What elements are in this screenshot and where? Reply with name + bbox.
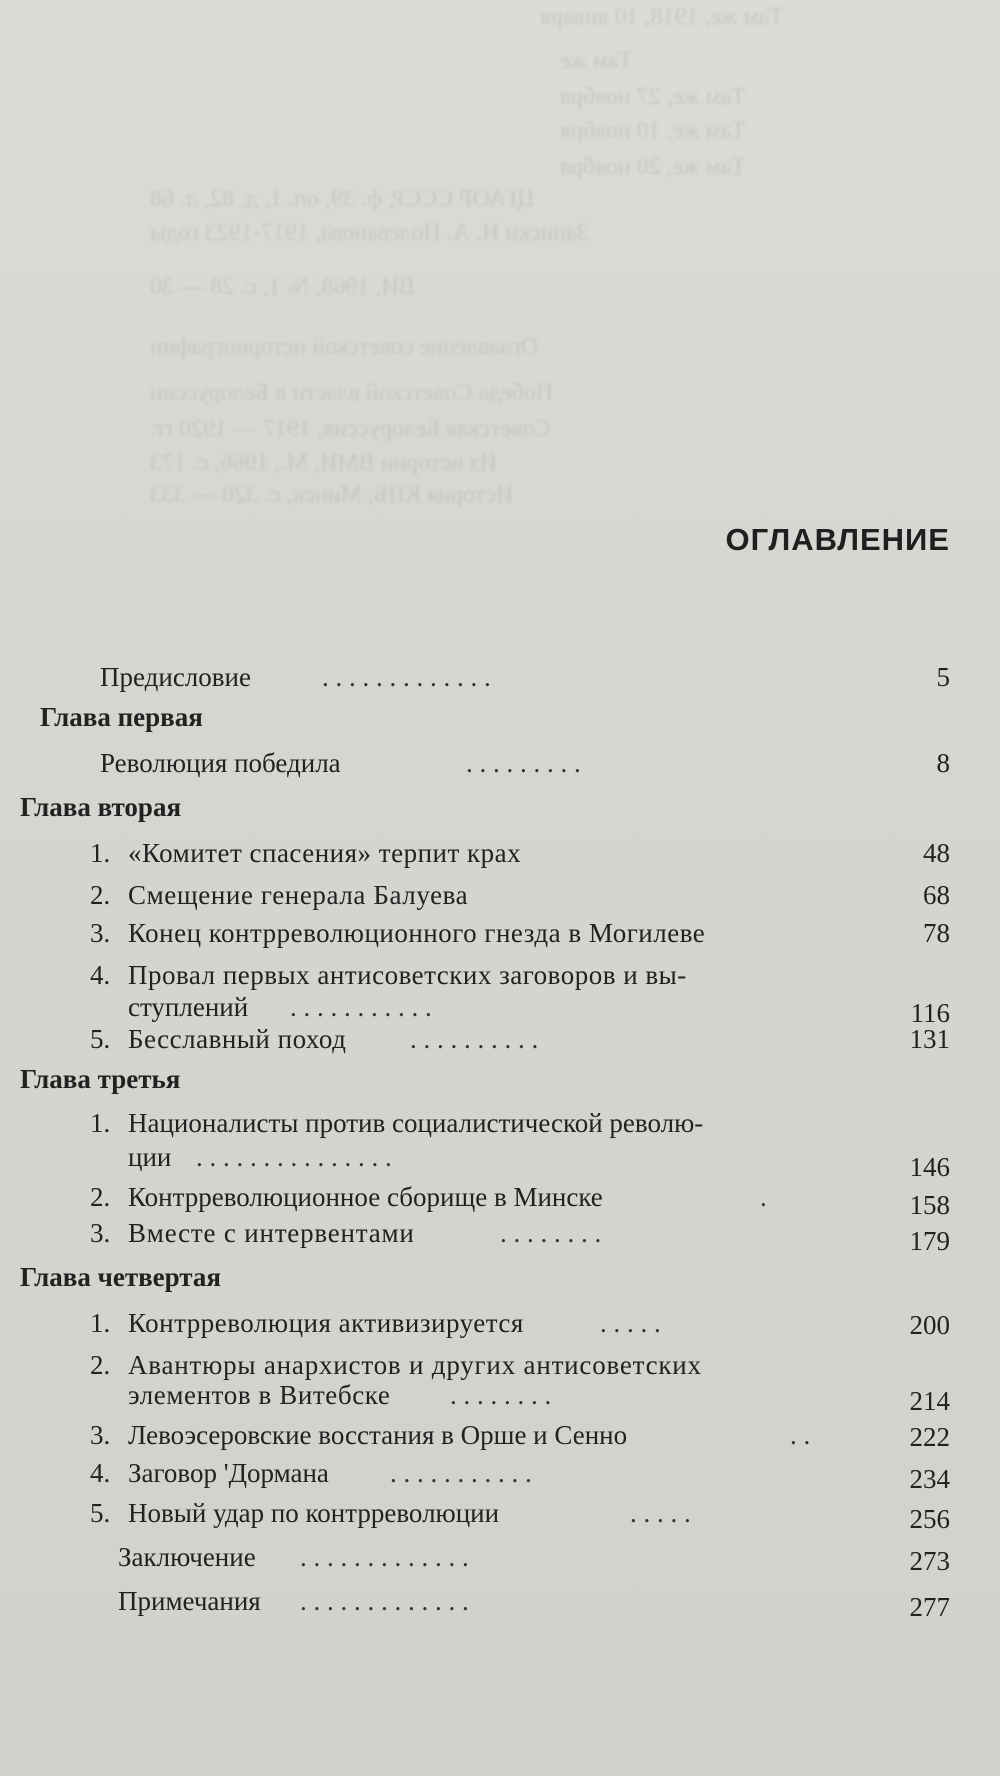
entry-number: 3. [90, 1218, 111, 1248]
entry-number: 2. [90, 1182, 111, 1212]
show-through-text: Там же, 1918, 10 января Там же Там же, 27 ноября Там же, 10 ноября Там же, 20 ноября ЦГАОР СССР, ф. 39, оп. 1, д. 82, л. 68 Записки Н. А. Полеванова, 1917-1923 годы ВИ, 1968, № 1, с. 28 — 30 Оглавление советской историографии Победа Советской власти в Белоруссии Советская Белоруссия, 1917 — 1920 гг. Из истории ВМИ, М., 1966, с. 173 История КПБ, Минск, с. 320 — 333 [150, 4, 784, 508]
entry-page-number: 277 [909, 1592, 950, 1622]
entry-number: 2. [90, 880, 111, 910]
leader-dots: . . . . . . . . . . [410, 1024, 539, 1054]
entry-page-number: 78 [923, 918, 950, 948]
entry-page-number: 234 [909, 1464, 950, 1494]
entry-page-number: 273 [909, 1546, 950, 1576]
entry-title: Вместе с интервентами [128, 1218, 415, 1248]
entry-number: 5. [90, 1498, 111, 1528]
entry-page-number: 5 [936, 662, 950, 692]
entry-number: 5. [90, 1024, 111, 1054]
entry-title: «Комитет спасения» терпит крах [128, 838, 522, 868]
entry-title: Провал первых антисоветских заговоров и вы- [128, 960, 687, 990]
entry-page-number: 8 [936, 748, 950, 778]
entry-page-number: 131 [909, 1024, 950, 1054]
chapter-title: Глава четвертая [20, 1262, 222, 1292]
leader-dots: . . . . . . . . . . . [290, 992, 432, 1022]
leader-dots: . . . . . . . . . . . . . . . [196, 1142, 392, 1172]
entry-title: Бесславный поход [128, 1024, 347, 1054]
leader-dots: . . . . . . . . . . . . . [322, 662, 491, 692]
leader-dots: . . . . . . . . . . . . . [300, 1586, 469, 1616]
entry-number: 1. [90, 1308, 111, 1338]
entry-title: Контрреволюционное сборище в Минске [128, 1182, 603, 1212]
entry-page-number: 158 [909, 1190, 950, 1220]
entry-page-number: 222 [909, 1422, 950, 1452]
leader-dots: . . [790, 1420, 811, 1450]
entry-page-number: 214 [909, 1386, 950, 1416]
leader-dots: . . . . . . . . . . . . . [300, 1542, 469, 1572]
entry-title-continued: ции [128, 1142, 172, 1172]
entry-title: Предисловие [100, 662, 251, 692]
entry-page-number: 68 [923, 880, 950, 910]
toc-entry[interactable] [0, 1348, 1000, 1424]
leader-dots: . . . . . [600, 1308, 661, 1338]
leader-dots: . . . . . . . . . . . [390, 1458, 532, 1488]
toc-entry[interactable] [0, 1106, 1000, 1182]
chapter-title: Глава первая [40, 702, 203, 732]
entry-title: Смещение генерала Балуева [128, 880, 469, 910]
entry-number: 3. [90, 918, 111, 948]
entry-title-continued: ступлений [128, 992, 249, 1022]
entry-title: Контрреволюция активизируется [128, 1308, 524, 1338]
entry-title: Левоэсеровские восстания в Орше и Сенно [128, 1420, 628, 1450]
entry-title: Заговор 'Дормана [128, 1458, 329, 1488]
toc-heading: ОГЛАВЛЕНИЕ [725, 522, 950, 557]
entry-page-number: 48 [923, 838, 950, 868]
leader-dots: . [760, 1182, 767, 1212]
leader-dots: . . . . . . . . . [466, 748, 581, 778]
entry-page-number: 146 [909, 1152, 950, 1182]
entry-title: Конец контрреволюционного гнезда в Могилеве [128, 918, 706, 948]
entry-page-number: 256 [909, 1504, 950, 1534]
entry-number: 4. [90, 960, 111, 990]
entry-page-number: 200 [909, 1310, 950, 1340]
leader-dots: . . . . . . . . [500, 1218, 602, 1248]
entry-title: Заключение [118, 1542, 256, 1572]
entry-title: Революция победила [100, 748, 341, 778]
chapter-title: Глава третья [20, 1064, 181, 1094]
entry-number: 2. [90, 1350, 111, 1380]
entry-title: Авантюры анархистов и других антисоветских [128, 1350, 702, 1380]
entry-title: Примечания [118, 1586, 261, 1616]
leader-dots: . . . . . [630, 1498, 691, 1528]
entry-title-continued: элементов в Витебске [128, 1380, 391, 1410]
entry-page-number: 116 [910, 998, 950, 1028]
entry-number: 1. [90, 1108, 111, 1138]
entry-title: Националисты против социалистической револю- [128, 1108, 704, 1138]
entry-number: 1. [90, 838, 111, 868]
leader-dots: . . . . . . . . [450, 1380, 552, 1410]
chapter-title: Глава вторая [20, 792, 182, 822]
entry-title: Новый удар по контрреволюции [128, 1498, 500, 1528]
entry-number: 4. [90, 1458, 111, 1488]
entry-number: 3. [90, 1420, 111, 1450]
entry-page-number: 179 [909, 1226, 950, 1256]
